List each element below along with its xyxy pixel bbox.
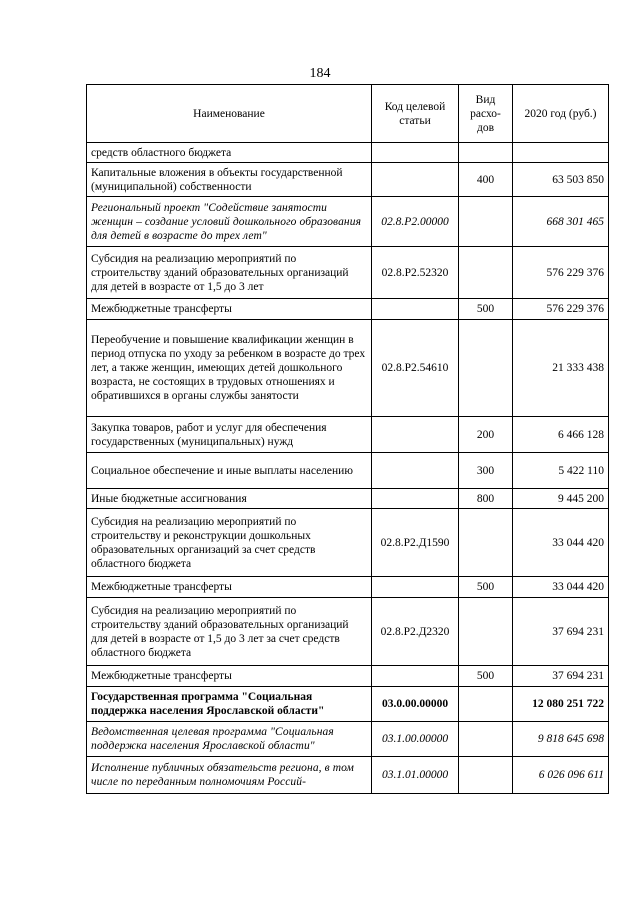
table-row <box>87 757 609 794</box>
row-name-cell: Исполнение публичных обязательств региона, в том числе по переданным полномочиям Россий- <box>87 757 372 794</box>
table-header-row <box>87 85 609 143</box>
table-row <box>87 197 609 247</box>
row-kind-cell <box>459 320 513 417</box>
table-row <box>87 453 609 489</box>
row-code-cell <box>372 666 459 687</box>
row-name-cell: Субсидия на реализацию мероприятий по строительству зданий образовательных организаций для детей в возрасте от 1,5 до 3 лет за счет средств областного бюджета <box>87 598 372 666</box>
row-amount-cell: 668 301 465 <box>513 197 609 247</box>
row-name-cell: Субсидия на реализацию мероприятий по строительству и реконструкции дошкольных образовательных организаций за счет средств областного бюджета <box>87 509 372 577</box>
row-kind-cell <box>459 598 513 666</box>
row-amount-cell: 576 229 376 <box>513 247 609 299</box>
row-kind-cell: 800 <box>459 489 513 509</box>
row-code-cell: 02.8.P2.Д2320 <box>372 598 459 666</box>
row-name-cell: Межбюджетные трансферты <box>87 577 372 598</box>
row-amount-cell <box>513 143 609 163</box>
row-amount-cell: 5 422 110 <box>513 453 609 489</box>
row-kind-cell: 300 <box>459 453 513 489</box>
table-body <box>87 143 609 794</box>
row-code-cell: 02.8.P2.54610 <box>372 320 459 417</box>
row-name-cell: Закупка товаров, работ и услуг для обеспечения государственных (муниципальных) нужд <box>87 417 372 453</box>
row-code-cell: 02.8.P2.Д1590 <box>372 509 459 577</box>
row-code-cell: 03.1.00.00000 <box>372 722 459 757</box>
row-code-cell <box>372 143 459 163</box>
row-kind-cell <box>459 143 513 163</box>
row-kind-cell <box>459 247 513 299</box>
table-row <box>87 509 609 577</box>
row-kind-cell <box>459 509 513 577</box>
row-name-cell: Переобучение и повышение квалификации женщин в период отпуска по уходу за ребенком в возрасте до трех лет, а также женщин, имеющих детей дошкольного возраста, не состоящих в трудовых отношениях и обратившихся в органы службы занятости <box>87 320 372 417</box>
header-name: Наименование <box>87 85 372 143</box>
row-amount-cell: 6 466 128 <box>513 417 609 453</box>
row-name-cell: Государственная программа "Социальная поддержка населения Ярославской области" <box>87 687 372 722</box>
table-row <box>87 163 609 197</box>
table-row <box>87 687 609 722</box>
row-kind-cell: 500 <box>459 666 513 687</box>
row-kind-cell: 400 <box>459 163 513 197</box>
table-row <box>87 598 609 666</box>
table-row <box>87 722 609 757</box>
row-amount-cell: 576 229 376 <box>513 299 609 320</box>
table-row <box>87 489 609 509</box>
row-amount-cell: 9 445 200 <box>513 489 609 509</box>
row-name-cell: Иные бюджетные ассигнования <box>87 489 372 509</box>
row-amount-cell: 37 694 231 <box>513 666 609 687</box>
row-name-cell: средств областного бюджета <box>87 143 372 163</box>
row-amount-cell: 9 818 645 698 <box>513 722 609 757</box>
row-amount-cell: 33 044 420 <box>513 577 609 598</box>
row-amount-cell: 63 503 850 <box>513 163 609 197</box>
row-kind-cell <box>459 197 513 247</box>
row-kind-cell: 200 <box>459 417 513 453</box>
page-number: 184 <box>309 66 331 81</box>
row-kind-cell: 500 <box>459 299 513 320</box>
row-code-cell: 03.1.01.00000 <box>372 757 459 794</box>
row-code-cell: 02.8.P2.00000 <box>372 197 459 247</box>
table-row <box>87 320 609 417</box>
row-name-cell: Ведомственная целевая программа "Социальная поддержка населения Ярославской области" <box>87 722 372 757</box>
table-row <box>87 577 609 598</box>
row-kind-cell <box>459 722 513 757</box>
table-row <box>87 417 609 453</box>
table-row <box>87 143 609 163</box>
row-amount-cell: 6 026 096 611 <box>513 757 609 794</box>
row-name-cell: Социальное обеспечение и иные выплаты населению <box>87 453 372 489</box>
row-code-cell <box>372 453 459 489</box>
row-code-cell <box>372 489 459 509</box>
row-name-cell: Межбюджетные трансферты <box>87 666 372 687</box>
row-name-cell: Региональный проект "Содействие занятости женщин – создание условий дошкольного образования для детей в возрасте до трех лет" <box>87 197 372 247</box>
row-name-cell: Межбюджетные трансферты <box>87 299 372 320</box>
row-amount-cell: 37 694 231 <box>513 598 609 666</box>
row-code-cell <box>372 299 459 320</box>
header-kind: Вид расхо-дов <box>459 85 513 143</box>
row-kind-cell: 500 <box>459 577 513 598</box>
row-code-cell <box>372 163 459 197</box>
row-name-cell: Капитальные вложения в объекты государственной (муниципальной) собственности <box>87 163 372 197</box>
row-amount-cell: 21 333 438 <box>513 320 609 417</box>
row-code-cell: 03.0.00.00000 <box>372 687 459 722</box>
row-code-cell <box>372 577 459 598</box>
row-code-cell: 02.8.P2.52320 <box>372 247 459 299</box>
budget-table <box>86 84 609 794</box>
row-amount-cell: 12 080 251 722 <box>513 687 609 722</box>
row-amount-cell: 33 044 420 <box>513 509 609 577</box>
table-row <box>87 666 609 687</box>
header-code: Код целевой статьи <box>372 85 459 143</box>
header-amount: 2020 год (руб.) <box>513 85 609 143</box>
row-kind-cell <box>459 757 513 794</box>
table-row <box>87 299 609 320</box>
row-kind-cell <box>459 687 513 722</box>
row-code-cell <box>372 417 459 453</box>
row-name-cell: Субсидия на реализацию мероприятий по строительству зданий образовательных организаций для детей в возрасте от 1,5 до 3 лет <box>87 247 372 299</box>
table-row <box>87 247 609 299</box>
